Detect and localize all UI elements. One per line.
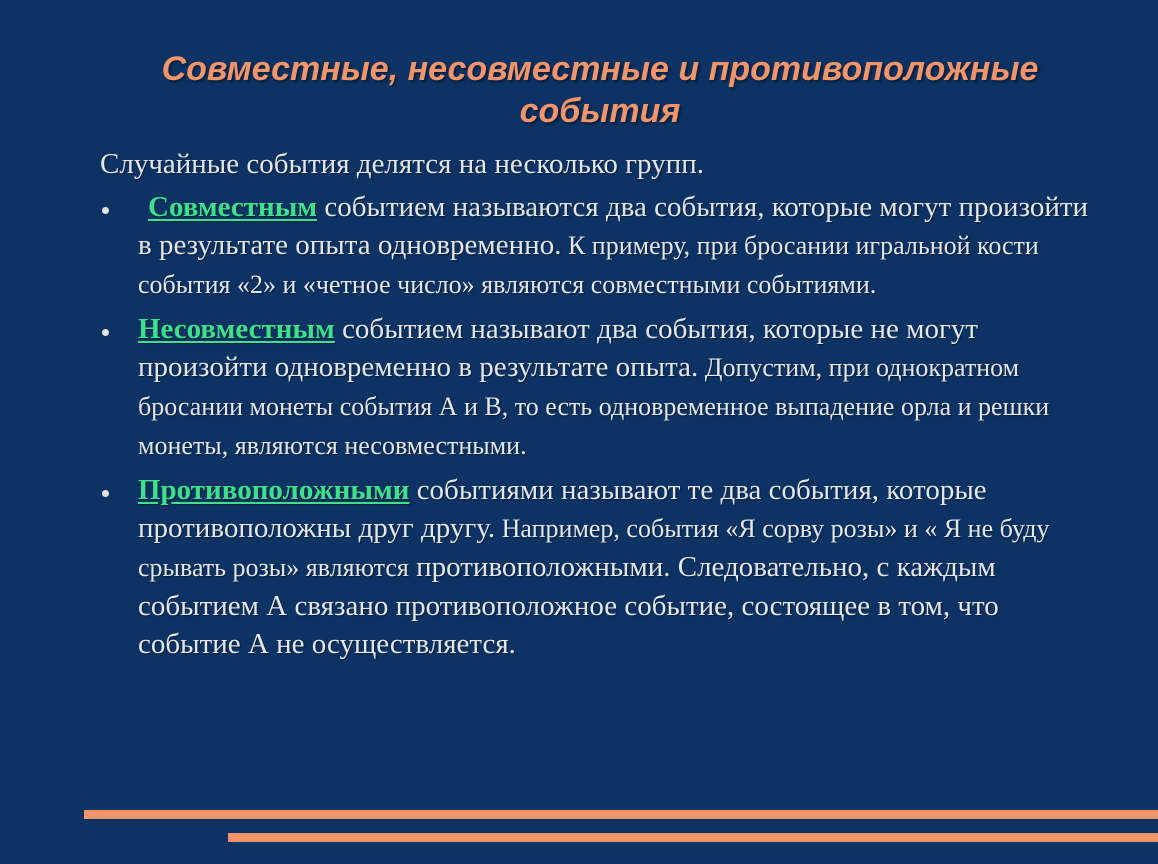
bullet-text-main: событием называют два события, которые не могут произойти одновременно в результате опыта. (138, 313, 979, 383)
bullet-item-incompatible (100, 310, 1098, 465)
intro-text: Случайные события делятся на несколько групп. (100, 148, 704, 180)
slide-title-line2: события (519, 92, 681, 130)
bullet-dot-icon (102, 207, 109, 214)
bullet-text-example: Например, события «Я сорву розы» и « Я не буду срывать розы» являются (138, 514, 1050, 582)
bullet-text-main: событиями называют те два события, которые противоположны друг другу. (138, 474, 987, 544)
bullet-text-tail: противоположными. Следовательно, с каждым событием А связано противоположное событие, состоящее в том, что событие А не осуществляется. (138, 551, 999, 660)
bullet-text-example: К примеру, при бросании игральной кости события «2» и «четное число» являются совместными событиями. (138, 231, 1039, 299)
accent-bar-bottom (228, 833, 1158, 842)
slide-title (0, 48, 1158, 132)
bullet-item-compatible (100, 188, 1098, 304)
term-incompatible: Несовместным (138, 313, 335, 345)
bullet-item-opposite (100, 471, 1078, 663)
bullet-dot-icon (102, 329, 109, 336)
term-compatible: Совместным (148, 191, 318, 223)
slide-title-line1: Совместные, несовместные и противоположные (161, 50, 1039, 88)
term-opposite: Противоположными (138, 474, 410, 506)
bullet-text-main: событием называются два события, которые могут произойти в результате опыта одновременно. (138, 191, 1089, 261)
bullet-dot-icon (102, 490, 109, 497)
bullet-text-example: Допустим, при однократном бросании монеты события А и В, то есть одновременное выпадение орла и решки монеты, являются несовместными. (138, 353, 1050, 460)
accent-bar-top (84, 810, 1158, 819)
bullet-list (100, 188, 1100, 669)
